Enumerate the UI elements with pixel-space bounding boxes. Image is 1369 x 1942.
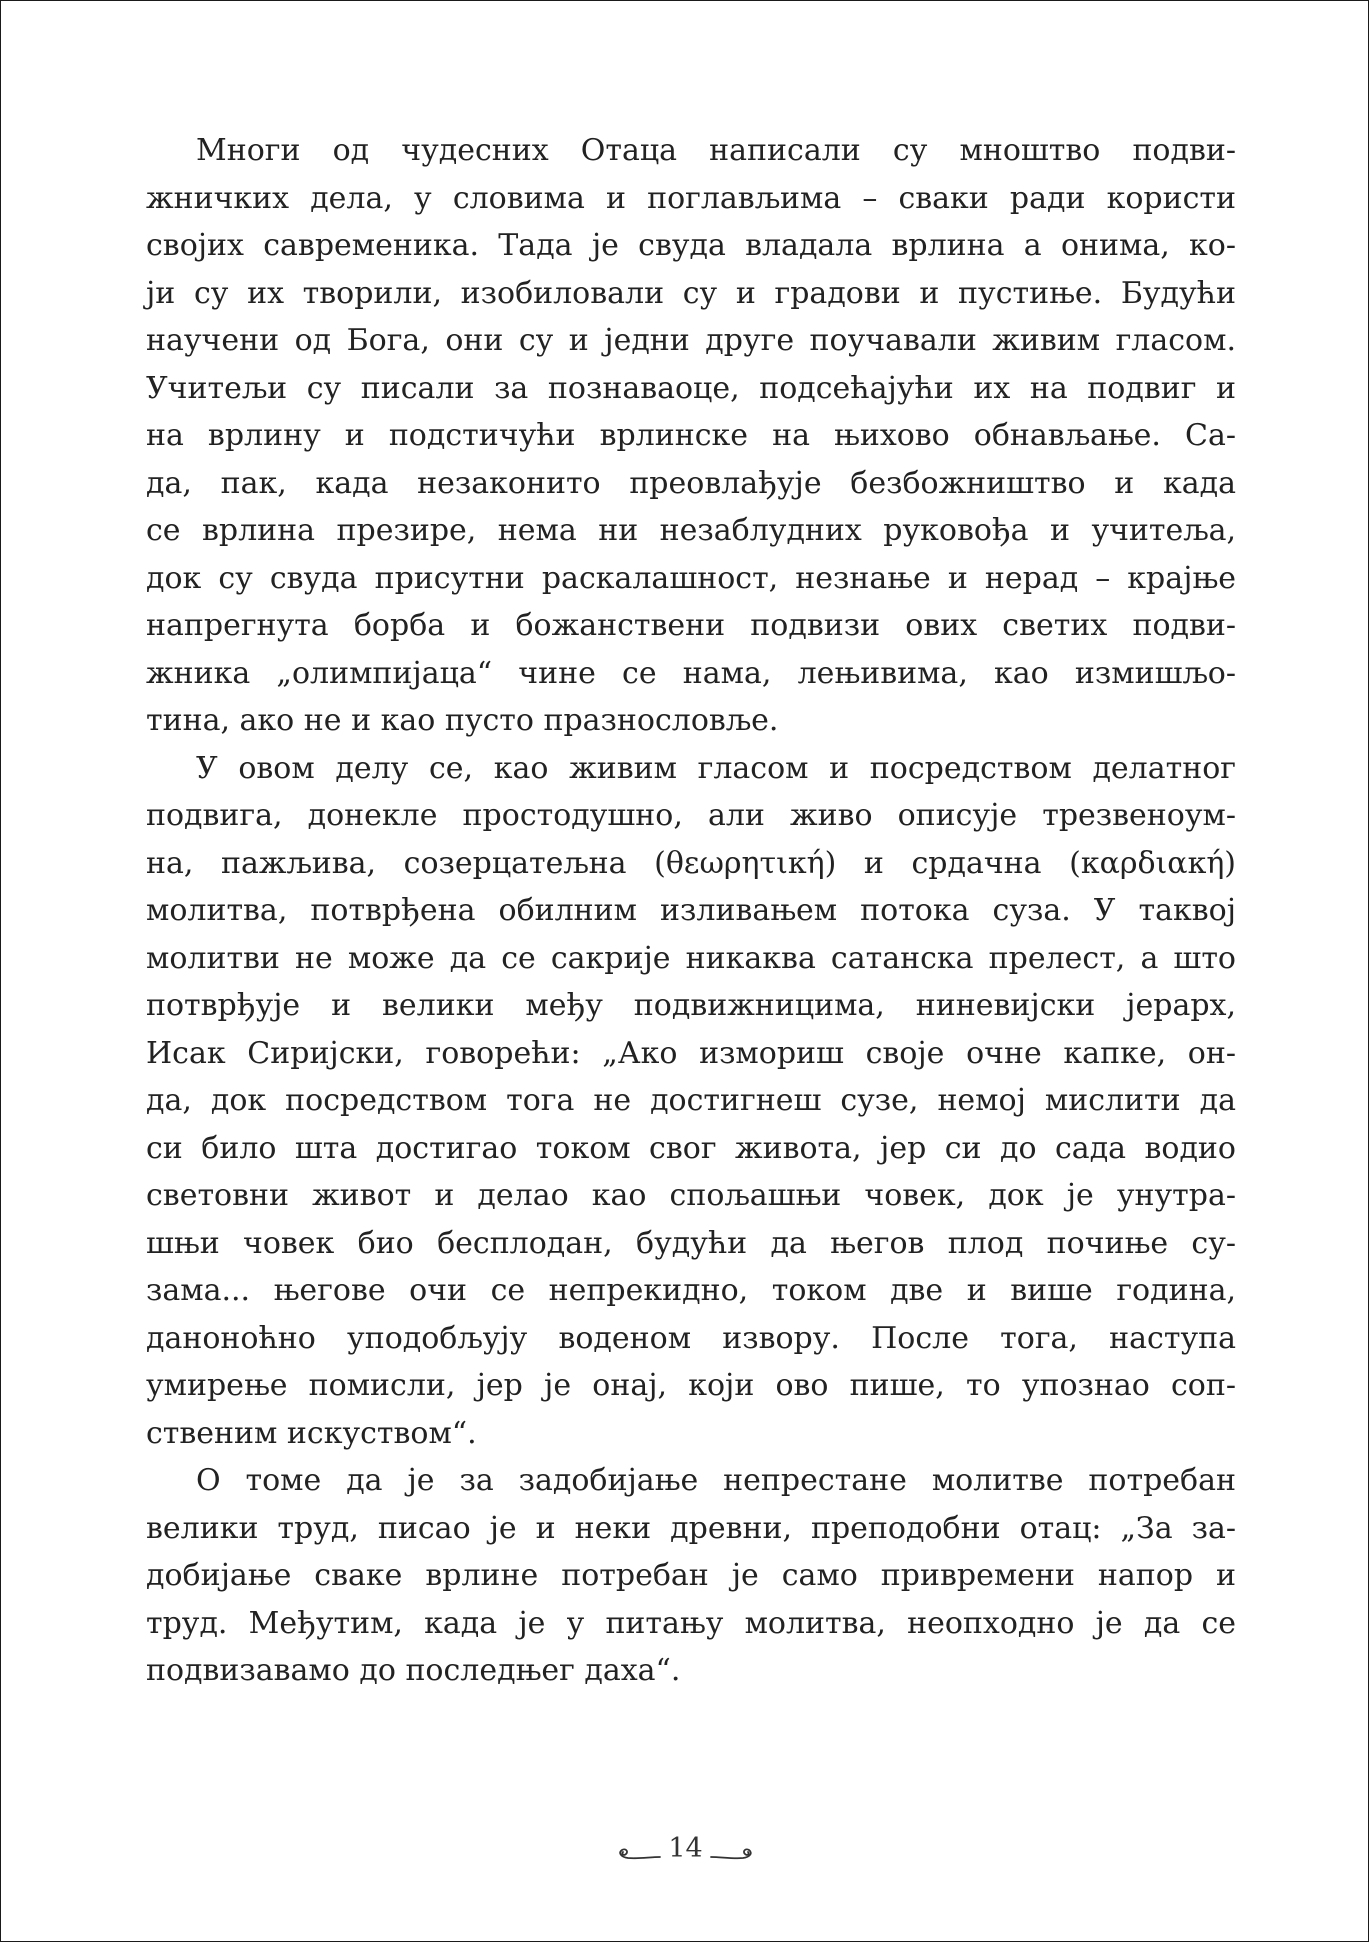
text-line: док су свуда присутни раскалашност, незнање и нерад – крајње bbox=[146, 560, 1236, 596]
text-line: напрегнута борба и божанствени подвизи ових светих подви- bbox=[146, 608, 1236, 643]
text-line: научени од Бога, они су и једни друге поучавали живим гласом. bbox=[146, 323, 1236, 358]
text-line: О томе да је за задобијање непрестане молитве потребан bbox=[196, 1463, 1236, 1498]
text-line: труд. Међутим, када је у питању молитва, неопходно је да се bbox=[146, 1605, 1236, 1641]
text-line: својих савременика. Тада је свуда владала врлина а онима, ко- bbox=[146, 228, 1236, 263]
text-line: световни живот и делао као спољашњи човек, док је унутра- bbox=[146, 1178, 1236, 1213]
page-number-ornament bbox=[614, 1833, 756, 1870]
text-line: У овом делу се, као живим гласом и посредством делатног bbox=[196, 750, 1236, 786]
body-text bbox=[146, 127, 1236, 1695]
paragraph-1 bbox=[146, 127, 1236, 745]
left-flourish-icon bbox=[614, 1845, 662, 1865]
text-line: жничких дела, у словима и поглављима – сваки ради користи bbox=[146, 180, 1236, 216]
text-line: Исак Сиријски, говорећи: „Ако измориш своје очне капке, он- bbox=[146, 1035, 1236, 1071]
text-line: Учитељи су писали за познаваоце, подсећајући их на подвиг и bbox=[146, 370, 1236, 406]
page-footer bbox=[1, 1833, 1369, 1870]
text-line: си било шта достигао током свог живота, јер си до сада водио bbox=[146, 1130, 1236, 1166]
text-line: зама... његове очи се непрекидно, током две и више година, bbox=[146, 1273, 1236, 1308]
text-line: подвизавамо до последњег даха“. bbox=[146, 1653, 681, 1688]
text-line: да, пак, када незаконито преовлађује безбожништво и када bbox=[146, 465, 1236, 501]
right-flourish-icon bbox=[709, 1845, 757, 1865]
text-line: ји су их творили, изобиловали су и градови и пустиње. Будући bbox=[146, 275, 1236, 311]
text-line: молитви не може да се сакрије никаква сатанска прелест, а што bbox=[146, 940, 1236, 976]
text-line: умирење помисли, јер је онај, који ово пише, то упознао соп- bbox=[146, 1368, 1236, 1403]
text-line: молитва, потврђена обилним изливањем потока суза. У таквој bbox=[146, 893, 1236, 928]
text-line: добијање сваке врлине потребан је само привремени напор и bbox=[146, 1558, 1236, 1593]
text-line: на врлину и подстичући врлинске на њихово обнављање. Са- bbox=[146, 418, 1236, 453]
paragraph-2 bbox=[146, 745, 1236, 1458]
text-line: на, пажљива, созерцатељна (θεωρητική) и срдачна (καρδιακή) bbox=[146, 845, 1236, 881]
text-line: тина, ако не и као пусто празнословље. bbox=[146, 703, 779, 738]
text-line: да, док посредством тога не достигнеш сузе, немој мислити да bbox=[146, 1083, 1236, 1118]
text-line: ственим искуством“. bbox=[146, 1415, 477, 1451]
text-line: жника „олимпијаца“ чине се нама, лењивима, као измишљо- bbox=[146, 655, 1236, 691]
text-line: шњи човек био бесплодан, будући да његов плод почиње су- bbox=[146, 1225, 1236, 1261]
text-line: Многи од чудесних Отаца написали су мноштво подви- bbox=[196, 133, 1236, 168]
text-line: се врлина презире, нема ни незаблудних руковођа и учитеља, bbox=[146, 513, 1236, 548]
text-line: даноноћно уподобљују воденом извору. После тога, наступа bbox=[146, 1320, 1236, 1356]
text-line: велики труд, писао је и неки древни, преподобни отац: „За за- bbox=[146, 1510, 1236, 1546]
paragraph-3 bbox=[146, 1457, 1236, 1695]
text-line: потврђује и велики међу подвижницима, ниневијски јерарх, bbox=[146, 988, 1236, 1023]
text-line: подвига, донекле простодушно, али живо описује трезвеноум- bbox=[146, 798, 1236, 833]
page-number: 14 bbox=[668, 1833, 703, 1864]
